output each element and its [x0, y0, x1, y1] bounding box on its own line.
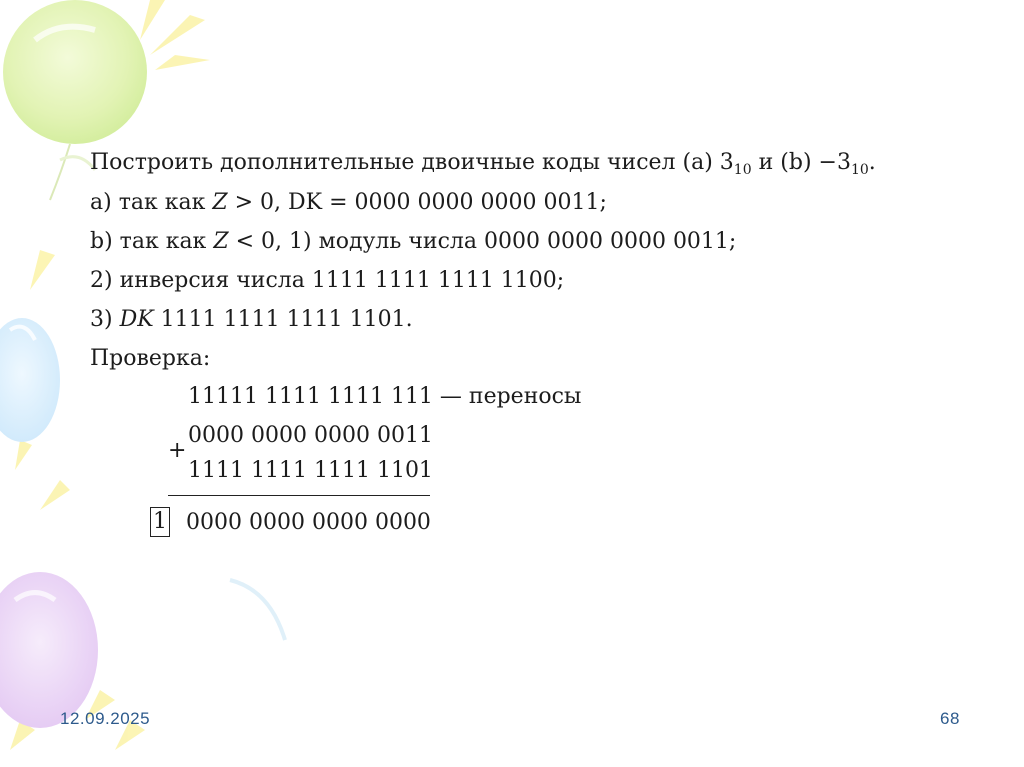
check-heading: Проверка:	[90, 346, 211, 371]
case-a-line: a) так как Z > 0, DK = 0000 0000 0000 0011;	[90, 190, 607, 215]
task-statement: Построить дополнительные двоичные коды чисел (a) $3_{10}$ и $(b) -3_{10}$.	[90, 150, 876, 178]
operand-2: 1111 1111 1111 1101	[188, 458, 433, 483]
sum-rule	[168, 495, 430, 496]
operand-1: 0000 0000 0000 0011	[188, 423, 433, 448]
case-b-step1-line: b) так как Z < 0, 1) модуль числа 0000 0000 0000 0011;	[90, 229, 737, 254]
case-b-step2-line: 2) инверсия числа 1111 1111 1111 1100;	[90, 268, 565, 293]
overflow-carry-box: 1	[150, 507, 170, 537]
footer-date: 12.09.2025	[60, 709, 151, 728]
carries-row: 11111 1111 1111 111 — переносы	[188, 384, 582, 409]
sum-result: 0000 0000 0000 0000	[186, 510, 431, 535]
plus-sign: +	[168, 438, 187, 463]
slide-number: 68	[940, 709, 960, 728]
case-b-step3-line: 3) DK 1111 1111 1111 1101.	[90, 307, 413, 332]
